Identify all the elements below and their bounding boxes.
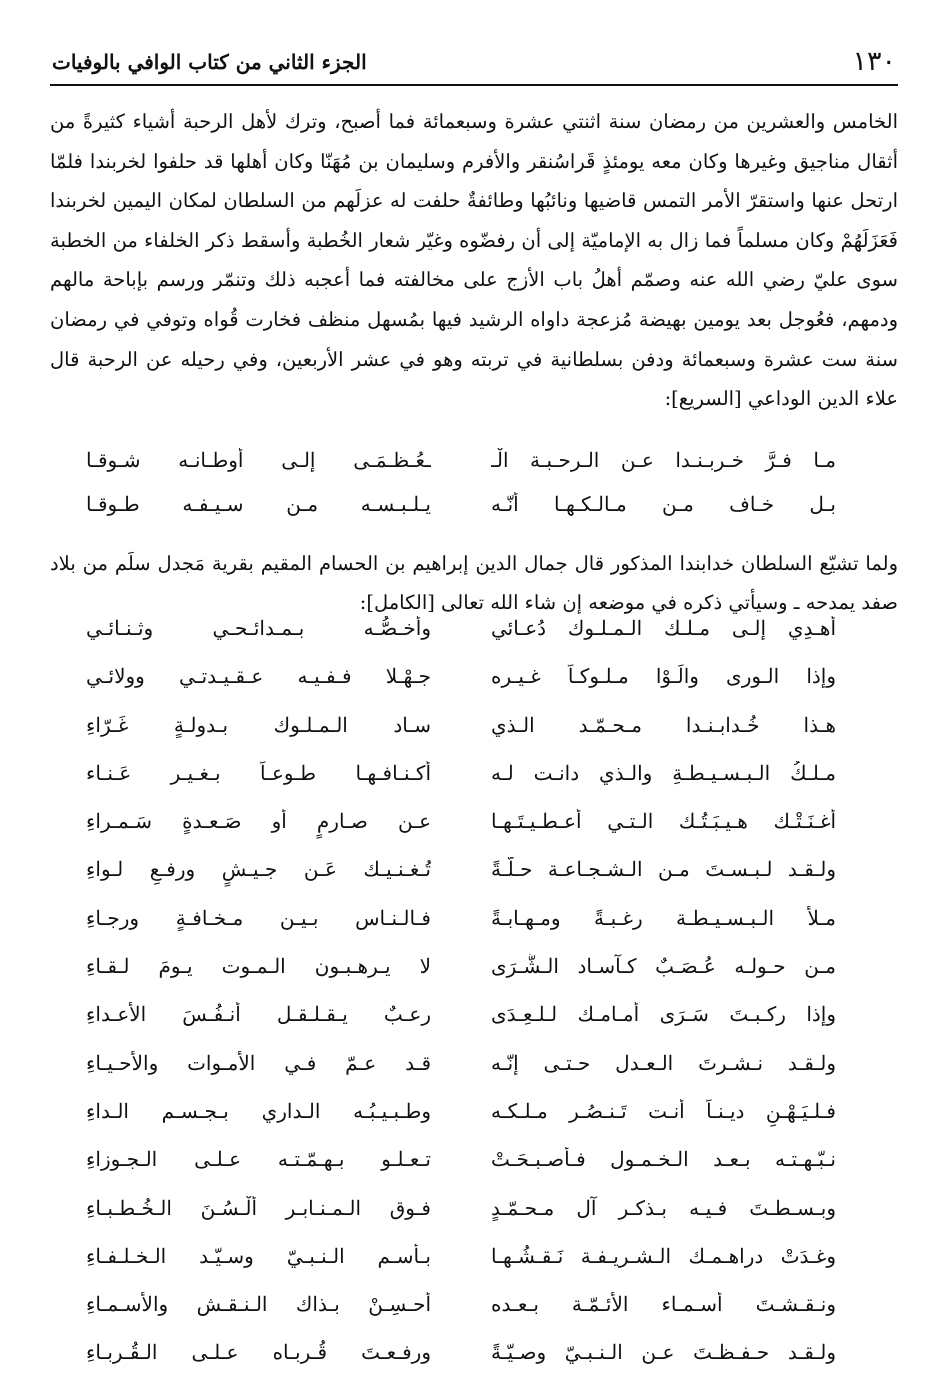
verse-second-hemistich: ورفـعـتَ قُـربـاه عـلـى الـقُـربـاءِ (86, 1340, 431, 1365)
poem2-verse (86, 1002, 836, 1050)
poem2-verse (86, 1099, 836, 1147)
verse-second-hemistich: قـد عـمّ فـي الأمـوات والأحـيـاءِ (86, 1050, 431, 1075)
verse-second-hemistich: تُـغـنـيـك عَـن جـيـشٍ ورفـعِ لـواءِ (86, 857, 431, 882)
verse-first-hemistich: وبـسـطـتَ فـيـه بـذكـر آل مـحـمّـدٍ (491, 1195, 836, 1220)
verse-second-hemistich: عـن صـارمٍ أو صَـعـدةٍ سَـمـراءِ (86, 809, 431, 834)
page-header (50, 44, 898, 86)
verse-second-hemistich: فـالـنـاس بـيـن مـخـافـةٍ ورجـاءِ (86, 905, 431, 930)
poem1-verse (86, 492, 836, 532)
verse-first-hemistich: مـلأ الـبـسـيـطـة رغـبـةً ومـهـابـةً (491, 905, 836, 930)
paragraph-1: الخامس والعشرين من رمضان سنة اثنتي عشرة وسبعمائة فما أصبح، وترك لأهل الرحبة أشياء كثيرةً من أثقال مناجيق وغيرها وكان معه يومئذٍ قَراسُنقر والأفرم وسليمان بن مُهَنّا وكان أهلها قد حلفوا لخربندا فلمّا ارتحل عنها واستقرّ الأمر التمس قاضيها ونائبُها وطائفةٌ حلفت له عزلَهم من السلطان لمكان اليمين لخربندا فَعَزَلَهُمْ وكان مسلماً فما زال به الإماميّة إلى أن رفضّوه وغيّر شعار الخُطبة وأسقط ذكر الخلفاء من الخطبة سوى عليّ رضي الله عنه وصمّم أهلُ باب الأزج على مخالفته فما أعجبه ذلك وتنمّر ورسم بإباحة مالهم ودمهم، فعُوجل بعد يومين بهيضة مُزعجة داواه الرشيد فيها بمُسهل منظف فخارت قُواه وتوفي في رمضان سنة ست عشرة وسبعمائة ودفن بسلطانية في تربته وهو في عشر الأربعين، وفي رحيله عن الرحبة قال علاء الدين الوداعي [السريع]: (50, 110, 898, 411)
verse-first-hemistich: مـلـكُ الـبـسـيـطـةِ والـذي دانـت لـه (491, 760, 836, 785)
verse-first-hemistich: وغـدَتْ دراهـمـك الـشـريـفـة نَـقـشُـهـا (491, 1243, 836, 1268)
poem2-verse (86, 906, 836, 954)
verse-first-hemistich: وإذا الـورى والَـوْا مـلـوكـاً غـيـره (491, 664, 836, 689)
poem2-verse (86, 1196, 836, 1244)
poem2-verse (86, 761, 836, 809)
verse-first-hemistich: أغـنَـتْـك هـيـبَـتُـك الـتـي أُعـطـيـتَـهـا (491, 809, 836, 834)
verse-first-hemistich: ونـقـشـتَ أسـمـاء الأئـمّـة بـعـده (491, 1292, 836, 1317)
verse-first-hemistich: مـا فـرَّ خـربـنـدا عـن الـرحـبـة الْـ (491, 448, 836, 472)
verse-first-hemistich: هـذا خُـدابـنـدا مـحـمّـد الـذي (491, 712, 836, 737)
verse-first-hemistich: مـن حـولـه عُـصَـبٌ كـآسـاد الـشَّـرَى (491, 954, 836, 979)
verse-first-hemistich: أهـدِي إلـى مـلـك الـمـلـوك دُعـائي (491, 616, 836, 640)
verse-first-hemistich: ولـقـد لـبـسـتَ مـن الـشـجـاعـة حـلّـةً (491, 857, 836, 882)
verse-second-hemistich: ـعُـظـمَـى إلـى أوطـانـه شـوقـا (86, 448, 431, 472)
verse-first-hemistich: بـل خـاف مـن مـالـكـهـا أنّـه (491, 492, 836, 516)
poem2-verse (86, 1292, 836, 1340)
verse-second-hemistich: أحـسِـنْ بـذاك الـنـقـش والأسـمـاءِ (86, 1292, 431, 1317)
verse-second-hemistich: أكـنـافـهـا طـوعـاً بـغـيـر عَـنـاء (86, 760, 431, 785)
verse-second-hemistich: بـأسـم الـنـبـيّ وسـيّـد الـخـلـفـاءِ (86, 1243, 431, 1268)
poem2-verse (86, 954, 836, 1002)
poem-2 (86, 616, 836, 1389)
poem2-verse (86, 713, 836, 761)
verse-first-hemistich: وإذا ركـبـتَ سَـرَى أمـامـك لـلـعِـدَى (491, 1002, 836, 1027)
verse-second-hemistich: وأخـصُّـه بـمـدائـحـي وثـنـائـي (86, 616, 431, 640)
verse-second-hemistich: وطـبـيـبُـه الـداري بـجـسـم الـداءِ (86, 1098, 431, 1123)
verse-second-hemistich: لا يـرهـبـون الـمـوت يـومَ لـقـاءِ (86, 954, 431, 979)
verse-second-hemistich: فـوق الـمـنـابـر ألْـسُـنَ الـخُـطـبـاءِ (86, 1195, 431, 1220)
poem2-verse (86, 664, 836, 712)
poem2-verse (86, 616, 836, 664)
verse-first-hemistich: نـبّـهـتـه بـعـد الـخـمـول فـأصـبـحَـتْ (491, 1147, 836, 1172)
poem2-verse (86, 857, 836, 905)
verse-second-hemistich: يـلـبـسـه مـن سـيـفـه طـوقـا (86, 492, 431, 516)
poem2-verse (86, 809, 836, 857)
verse-second-hemistich: تـعـلـو بـهـمّـتـه عـلـى الـجـوزاءِ (86, 1147, 431, 1172)
verse-first-hemistich: فـلـيَـهْـنِ ديـنـاً أنـت تَـنـصُـر مـلـكـه (491, 1098, 836, 1123)
running-title: الجزء الثاني من كتاب الوافي بالوفيات (52, 50, 367, 74)
verse-first-hemistich: ولـقـد نـشـرتَ الـعـدل حـتـى إنّـه (491, 1050, 836, 1075)
verse-second-hemistich: جـهْـلا فـفـيـه عـقـيـدتـي وولائـي (86, 664, 431, 689)
paragraph-2: ولما تشيّع السلطان خدابندا المذكور قال جمال الدين إبراهيم بن الحسام المقيم بقرية مَجدل سلَم من بلاد صفد يمدحه ـ وسيأتي ذكره في موضعه إن شاء الله تعالى [الكامل]: (50, 552, 898, 614)
poem2-verse (86, 1244, 836, 1292)
verse-second-hemistich: رعـبٌ يـقـلـقـل أنـفُـسَ الأعـداءِ (86, 1002, 431, 1027)
poem2-verse (86, 1147, 836, 1195)
page-number: ١٣٠ (852, 46, 896, 77)
poem2-verse (86, 1340, 836, 1388)
verse-second-hemistich: سـاد الـمـلـوك بـدولـةٍ غَـرّاءِ (86, 712, 431, 737)
verse-first-hemistich: ولـقـد حـفـظـتَ عـن الـنـبـيّ وصـيّـةً (491, 1340, 836, 1365)
poem2-verse (86, 1051, 836, 1099)
poem1-verse (86, 448, 836, 488)
